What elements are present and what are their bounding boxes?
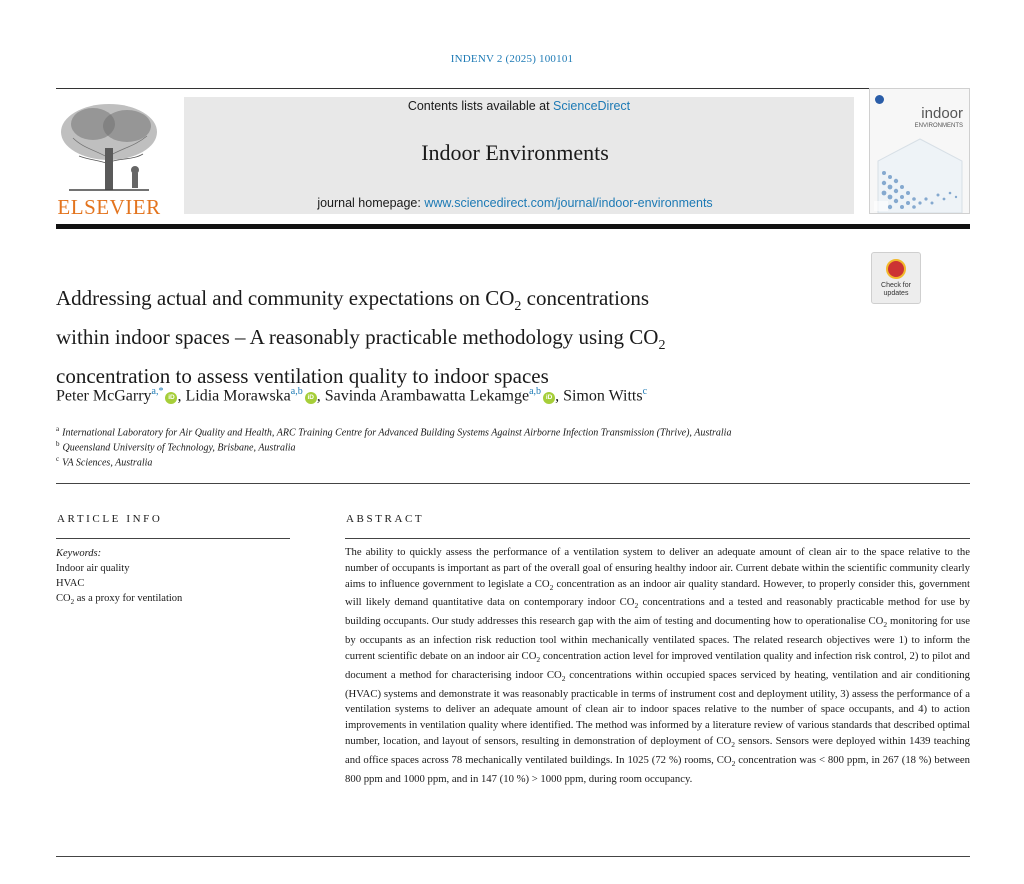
author-sep: , (555, 387, 564, 405)
keyword: HVAC (56, 578, 85, 589)
keyword: Indoor air quality (56, 563, 130, 574)
co2-subscript: 2 (634, 601, 639, 611)
keyword (56, 591, 296, 610)
sciencedirect-link[interactable]: ScienceDirect (553, 99, 631, 113)
homepage-link[interactable]: www.sciencedirect.com/journal/indoor-environments (424, 196, 713, 210)
abstract-part: concentration action level for improved ventilation quality and infection risk control, 2) to pilot and document a method for characterising indoor CO (345, 649, 970, 681)
author-affil-mark[interactable]: a,* (151, 386, 164, 397)
title-subscript: 2 (514, 299, 522, 315)
affil-mark: c (56, 455, 60, 463)
title-part: concentration to assess ventilation quality to indoor spaces (56, 364, 549, 389)
abstract-part: monitoring for use by occupants as an infection risk reduction tool within mechanically ventilated spaces. The related research objectives were 1) to inform the current scientific debate on an indoor air CO (345, 615, 970, 662)
journal-citation[interactable]: INDENV 2 (2025) 100101 (450, 53, 574, 65)
abstract-part: concentration as an indoor air quality standard. However, to properly consider this, government will likely demand quantitative data on contemporary indoor CO (345, 577, 970, 609)
header-thick-rule (56, 224, 970, 229)
title-part: concentrations (521, 286, 650, 310)
affiliation-a (56, 425, 731, 438)
cover-subtitle: ENVIRONMENTS (914, 123, 963, 129)
footer-rule (56, 856, 970, 857)
society-logo-icon (875, 95, 884, 104)
journal-name: Indoor Environments (421, 140, 609, 165)
abstract-part: The ability to quickly assess the performance of a ventilation system to deliver an adequate amount of clean air to the space relative to the number of occupants is important as part of the overall goal of ensuring healthy indoor air. Current debate within the scientific community clearly aims to influence government to legislate a CO (345, 546, 970, 590)
orcid-icon[interactable]: iD (543, 392, 555, 404)
abstract-part: concentrations and a tested and reasonably practicable method for use by building occupants. Our study addresses this research gap with the aim of testing and documenting how to operationalise CO (345, 596, 970, 628)
co2-subscript: 2 (536, 655, 541, 665)
elsevier-logo[interactable] (55, 98, 163, 219)
co2-subscript: 2 (883, 620, 888, 630)
keyword-part: CO (56, 593, 71, 604)
author-list (56, 386, 956, 405)
affil-text: Queensland University of Technology, Brisbane, Australia (62, 442, 296, 454)
co2-subscript: 2 (731, 740, 735, 750)
affil-mark: a (56, 425, 60, 433)
affiliation-b (56, 440, 296, 453)
house-dots-icon (870, 133, 970, 213)
author-affil-mark[interactable]: a,b (529, 386, 542, 397)
homepage-prefix: journal homepage: (317, 196, 425, 210)
header-rule (56, 88, 970, 89)
co2-subscript: 2 (731, 758, 736, 768)
check-for-updates-badge[interactable] (871, 252, 921, 304)
keywords-label: Keywords: (56, 548, 102, 559)
affil-text: VA Sciences, Australia (62, 457, 153, 469)
abstract-heading: ABSTRACT (346, 513, 425, 525)
elsevier-wordmark: ELSEVIER (57, 195, 161, 219)
abstract-rule (345, 538, 970, 539)
article-title (56, 283, 856, 391)
author-sep: , (316, 387, 325, 405)
abstract-text (345, 545, 970, 787)
affil-mark: b (56, 440, 60, 448)
orcid-icon[interactable]: iD (305, 392, 317, 404)
affil-text: International Laboratory for Air Quality and Health, ARC Training Centre for Advanced Building Systems Against Airborne Infection Transmission (Thrive), Australia (62, 427, 732, 439)
author-affil-mark[interactable]: c (642, 386, 648, 397)
cover-title: indoor (921, 105, 963, 122)
title-part: within indoor spaces – A reasonably practicable methodology using CO (56, 325, 659, 350)
co2-subscript: 2 (549, 582, 554, 592)
check-updates-icon (886, 259, 906, 279)
title-subscript: 2 (658, 338, 666, 354)
journal-cover[interactable] (869, 88, 970, 214)
orcid-icon[interactable]: iD (165, 392, 177, 404)
title-part: Addressing actual and community expectations on CO (56, 286, 515, 310)
author-sep: , (177, 387, 186, 405)
article-info-rule (56, 538, 290, 539)
keyword-subscript: 2 (70, 598, 75, 607)
keyword-part: as a proxy for ventilation (74, 593, 183, 604)
keywords-block (56, 546, 296, 610)
homepage-line (184, 196, 846, 210)
article-info-heading: ARTICLE INFO (57, 513, 163, 525)
check-updates-label: Check for updates (881, 282, 911, 297)
contents-line (184, 99, 854, 113)
author-name[interactable]: Simon Witts (563, 387, 643, 405)
abstract-part: sensors. Sensors were deployed within 1439 teaching and office spaces across 78 mechanically ventilated buildings. In 1025 (72 %) rooms, CO (345, 734, 970, 766)
abstract-part: concentration was < 800 ppm, in 267 (18 %) between 800 ppm and 1000 ppm, and in 147 (10 %) > 1000 ppm, during room occupancy. (345, 753, 970, 785)
contents-prefix: Contents lists available at (407, 99, 554, 113)
author-name[interactable]: Lidia Morawska (185, 387, 291, 405)
affiliation-c (56, 455, 152, 468)
author-affil-mark[interactable]: a,b (290, 386, 303, 397)
abstract-part: concentrations within occupied spaces serviced by heating, ventilation and air conditioning (HVAC) systems and demonstrate it was reasonably practicable in terms of instrument cost and deployment utility, 3) assess the performance of a ventilation systems to deliver an adequate amount of clean air to indoor spaces relative to the number of space occupants, and 4) to action improvements in ventilation quality where identified. The method was informed by a literature review of various standards that described optimal number, location, and layout of sensors, resulting in demonstration of deployment of CO (345, 668, 970, 747)
author-name[interactable]: Savinda Arambawatta Lekamge (324, 387, 530, 405)
co2-subscript: 2 (561, 673, 566, 683)
author-name[interactable]: Peter McGarry (56, 387, 152, 405)
section-rule (56, 483, 970, 484)
tree-icon (55, 98, 163, 194)
